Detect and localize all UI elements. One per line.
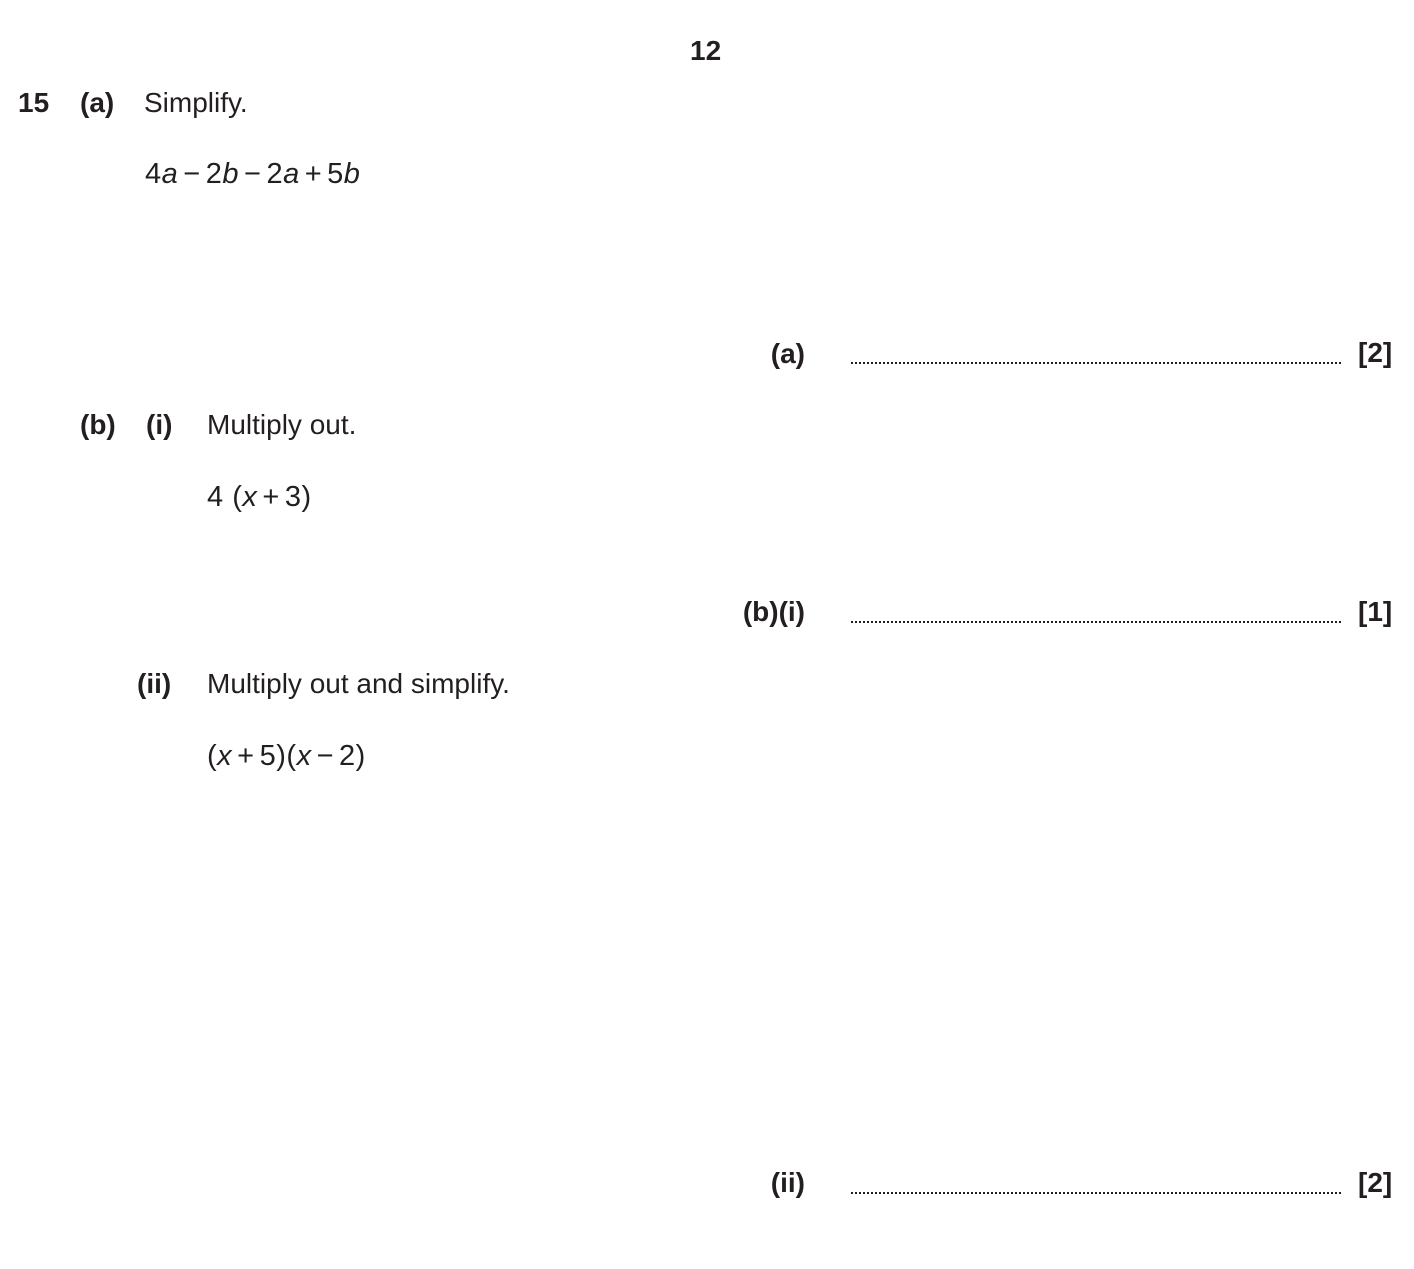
part-a-instruction: Simplify.	[144, 87, 248, 118]
expr-term: 2	[205, 158, 223, 190]
answer-b-i-line[interactable]	[851, 621, 1341, 623]
expr-operator: +	[237, 740, 255, 772]
part-b-label: (b)	[80, 409, 116, 440]
part-b-ii-expression	[207, 739, 366, 773]
expr-var: x	[296, 740, 312, 772]
answer-a-marks: [2]	[1358, 337, 1393, 368]
answer-b-i-marks: [1]	[1358, 596, 1393, 627]
expr-paren: (	[207, 740, 218, 772]
page-number: 12	[690, 35, 722, 66]
expr-operator: −	[244, 158, 262, 190]
expr-var: b	[222, 158, 239, 190]
question-number: 15	[18, 87, 50, 118]
answer-b-ii-label: (ii)	[770, 1167, 805, 1198]
expr-var: a	[161, 158, 179, 190]
expr-paren: )	[355, 740, 366, 772]
expr-var: a	[283, 158, 300, 190]
part-b-i-expression	[207, 480, 312, 514]
part-b-ii-instruction: Multiply out and simplify.	[207, 668, 510, 699]
expr-term: 5	[327, 158, 344, 190]
expr-paren: (	[232, 481, 243, 513]
part-b-i-instruction: Multiply out.	[207, 409, 357, 440]
expr-operator: +	[262, 481, 280, 513]
expr-term: 2	[339, 740, 356, 772]
answer-b-i-label: (b)(i)	[742, 596, 805, 627]
expr-operator: −	[183, 158, 201, 190]
part-a-label: (a)	[80, 87, 115, 118]
expr-operator: −	[316, 740, 335, 772]
answer-b-ii-line[interactable]	[851, 1192, 1341, 1194]
expr-term: 2	[266, 158, 284, 190]
answer-b-ii-marks: [2]	[1358, 1167, 1393, 1198]
expr-paren: )	[276, 740, 287, 772]
expr-term: 4	[145, 158, 162, 190]
expr-paren: )	[301, 481, 312, 513]
answer-a-label: (a)	[770, 338, 805, 369]
expr-term: 3	[284, 481, 302, 513]
expr-var: x	[242, 481, 258, 513]
expr-term: 5	[259, 740, 277, 772]
expr-operator: +	[304, 158, 323, 190]
expr-term: 4	[207, 481, 224, 513]
answer-a-line[interactable]	[851, 362, 1341, 364]
part-a-expression	[145, 157, 360, 191]
expr-paren: (	[286, 740, 297, 772]
expr-var: b	[343, 158, 361, 190]
expr-var: x	[217, 740, 233, 772]
part-b-i-label: (i)	[146, 409, 173, 440]
part-b-ii-label: (ii)	[137, 668, 172, 699]
